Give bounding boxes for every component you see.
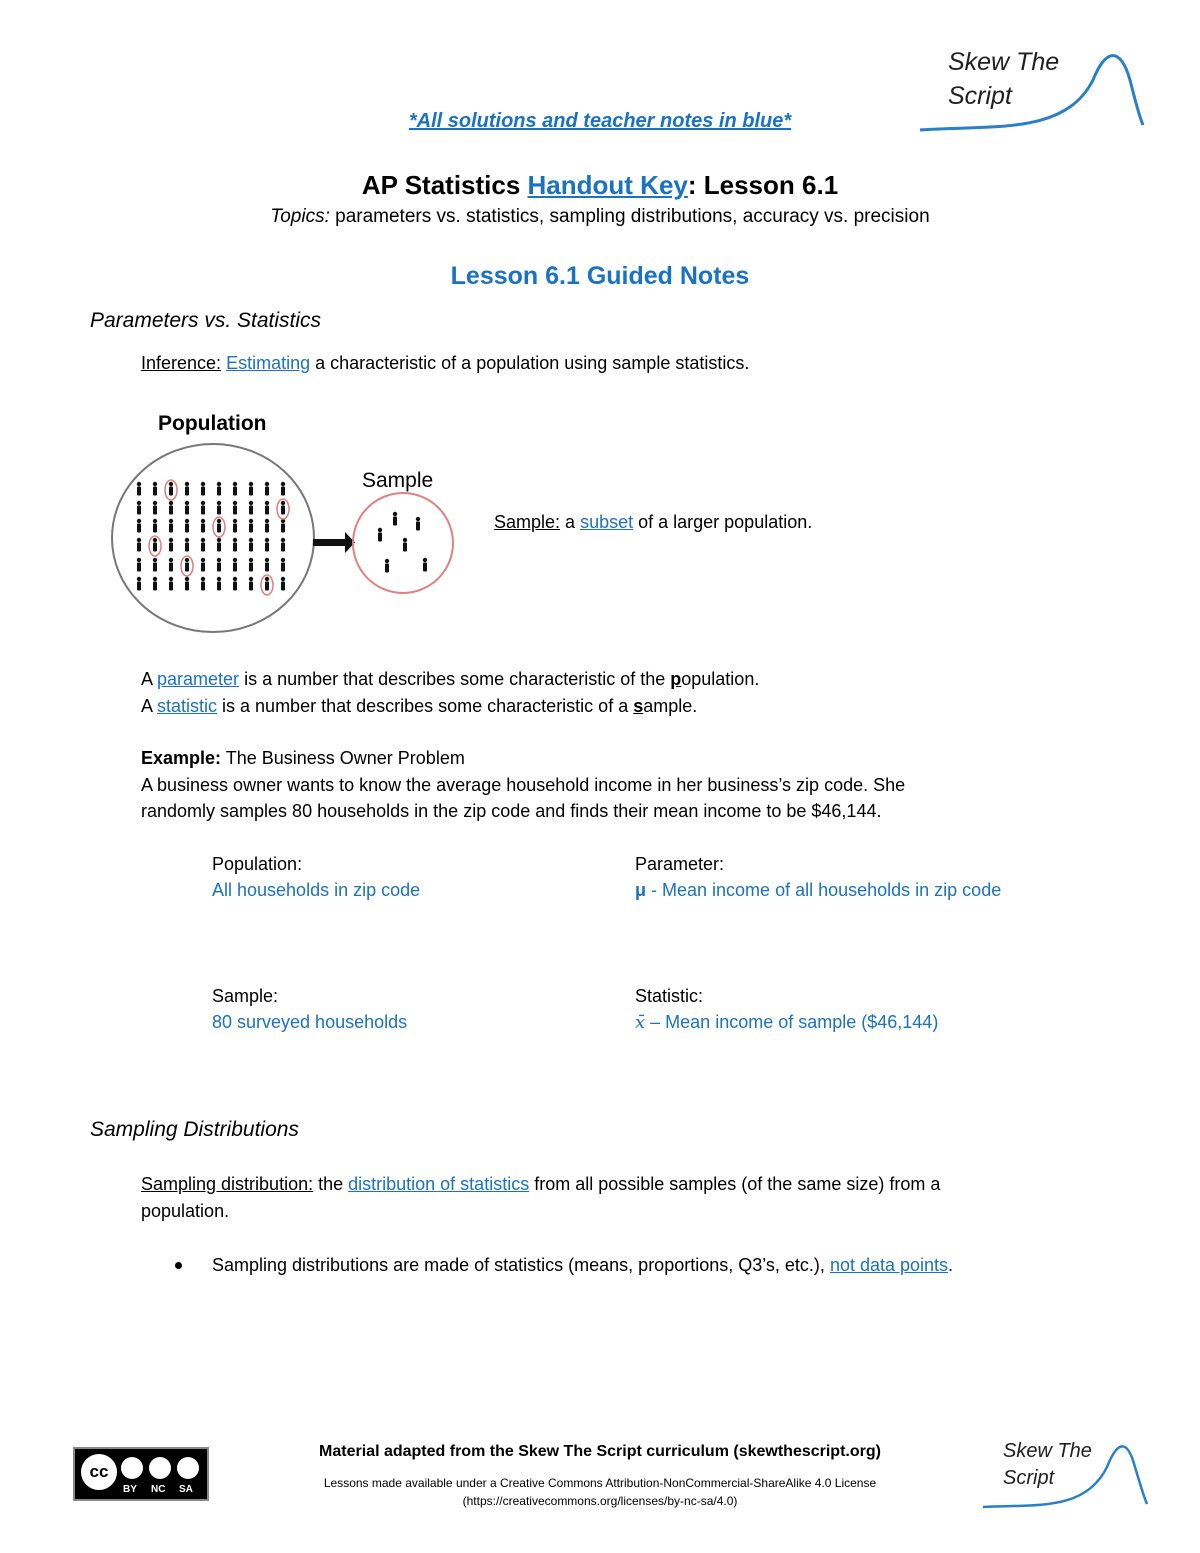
example-heading [141,748,465,769]
parameter-answer [635,880,1001,901]
population-label: Population [158,412,267,435]
person-icon [169,577,173,591]
cc-mark: cc [89,1462,109,1481]
sampling-definition-line2: population. [141,1201,230,1221]
person-icon [169,558,173,572]
example-title: The Business Owner Problem [221,748,465,768]
example-line2: randomly samples 80 households in the zip code and finds their mean income to be $46,144. [141,801,882,821]
section-heading-parameters: Parameters vs. Statistics [90,309,322,332]
sample-blank: subset [580,512,634,532]
footer-line3: (https://creativecommons.org/licenses/by-nc-sa/4.0) [462,1494,738,1508]
statistic-definition [141,696,697,717]
person-icon [249,482,253,496]
arrow-icon [313,532,355,553]
person-icon [249,501,253,515]
param-a: A [141,669,158,689]
badge-sa: SA [179,1484,193,1495]
person-icon [201,558,205,572]
stat-a: A [141,696,158,716]
person-icon [201,501,205,515]
title-link[interactable]: Handout Key [527,170,688,200]
badge-by: BY [123,1484,137,1495]
footer-line2: Lessons made available under a Creative Commons Attribution-NonCommercial-ShareAlike 4.0 License [323,1476,877,1490]
person-icon [217,577,221,591]
param-rest2: opulation. [681,669,760,689]
person-icon [217,519,221,533]
sample-definition [494,512,812,533]
statistic-answer [635,1012,938,1033]
sample-term: Sample: [494,512,561,532]
person-icon [265,558,269,572]
solutions-notice: *All solutions and teacher notes in blue* [408,110,792,132]
person-icon [153,501,157,515]
person-icon [137,577,141,591]
person-icon [185,501,189,515]
person-icon [233,538,237,552]
param-rest1: is a number that describes some characteristic of the [239,669,671,689]
bullet-dot-icon [175,1262,182,1269]
bullet-item [212,1255,953,1276]
sample-answer: 80 surveyed households [212,1012,408,1032]
inference-blank: Estimating [226,353,311,373]
footer-line1: Material adapted from the Skew The Script curriculum (skewthescript.org) [319,1443,881,1460]
example-label: Example: [141,748,222,768]
topics-text: parameters vs. statistics, sampling distributions, accuracy vs. precision [329,206,930,227]
person-icon [153,519,157,533]
sampling-pre: the [313,1174,349,1194]
person-icon [265,519,269,533]
topics-line [0,206,1200,228]
population-sample-figure [105,440,465,640]
sample-rest: of a larger population. [633,512,813,532]
logo-line1: Skew The [948,48,1060,76]
sampling-definition-line1 [141,1174,940,1195]
person-icon [217,558,221,572]
topics-label: Topics: [270,206,330,227]
sample-label: Sample [362,469,434,492]
person-icon [281,519,285,533]
person-icon [169,538,173,552]
population-head: Population: [212,854,303,874]
person-icon [137,538,141,552]
sampling-rest: from all possible samples (of the same size) from a [529,1174,941,1194]
person-icon [217,482,221,496]
example-line1: A business owner wants to know the average household income in her business’s zip code. She [141,775,906,795]
stat-rest2: ample. [643,696,698,716]
sample-head: Sample: [212,986,279,1006]
person-icon [201,482,205,496]
person-icon [185,577,189,591]
person-icon [249,538,253,552]
footer-logo-line1: Skew The [1003,1440,1092,1462]
stat-letter: s [633,696,644,716]
person-icon [233,501,237,515]
person-icon [137,558,141,572]
person-icon [265,501,269,515]
person-icon [265,538,269,552]
person-icon [249,577,253,591]
logo-line2: Script [948,82,1012,110]
mu-symbol: μ [635,880,647,900]
bullet-blank: not data points [829,1255,949,1275]
statistic-head: Statistic: [635,986,704,1006]
person-icon [265,577,269,591]
section-heading-sampling: Sampling Distributions [90,1118,299,1141]
param-letter: p [670,669,682,689]
sample-pre: a [560,512,581,532]
person-icon [137,501,141,515]
person-icon [233,577,237,591]
parameter-head: Parameter: [635,854,725,874]
person-icon [153,538,157,552]
population-answer: All households in zip code [212,880,421,900]
statistic-blank: statistic [157,696,218,716]
sample-people [378,512,427,573]
person-icon [233,558,237,572]
stat-rest1: is a number that describes some characteristic of a [217,696,634,716]
footer-logo [975,1432,1155,1512]
person-icon [185,519,189,533]
person-icon [153,482,157,496]
sampling-blank: distribution of statistics [348,1174,530,1194]
parameter-definition [141,669,759,690]
person-icon [185,538,189,552]
person-icon [281,501,285,515]
person-icon [137,519,141,533]
person-icon [281,577,285,591]
inference-rest: a characteristic of a population using sample statistics. [310,353,750,373]
person-icon [169,482,173,496]
person-icon [281,538,285,552]
bullet-pre: Sampling distributions are made of statistics (means, proportions, Q3’s, etc.), [212,1255,830,1275]
person-icon [201,519,205,533]
footer-logo-line2: Script [1003,1467,1055,1489]
title-suffix: : Lesson 6.1 [687,170,839,200]
population-people [137,482,285,591]
person-icon [185,558,189,572]
person-icon [249,519,253,533]
inference-definition [141,353,749,374]
person-icon [217,538,221,552]
xbar-symbol: x̄ [635,1012,646,1033]
sampling-term: Sampling distribution: [141,1174,314,1194]
title-prefix: AP Statistics [361,170,528,200]
person-icon [249,558,253,572]
person-icon [137,482,141,496]
parameter-blank: parameter [157,669,240,689]
person-icon [233,519,237,533]
person-icon [185,482,189,496]
person-icon [169,519,173,533]
person-icon [281,482,285,496]
sample-circle [353,493,453,593]
statistic-answer-text: – Mean income of sample ($46,144) [645,1012,939,1032]
person-icon [169,501,173,515]
person-icon [201,538,205,552]
person-icon [153,558,157,572]
lesson-heading: Lesson 6.1 Guided Notes [450,262,750,290]
bullet-end: . [948,1255,954,1275]
person-icon [265,482,269,496]
person-icon [201,577,205,591]
badge-nc: NC [151,1484,166,1495]
page-title [0,170,1200,201]
person-icon [153,577,157,591]
person-icon [217,501,221,515]
parameter-answer-text: - Mean income of all households in zip code [646,880,1002,900]
person-icon [233,482,237,496]
inference-term: Inference: [141,353,222,373]
person-icon [281,558,285,572]
